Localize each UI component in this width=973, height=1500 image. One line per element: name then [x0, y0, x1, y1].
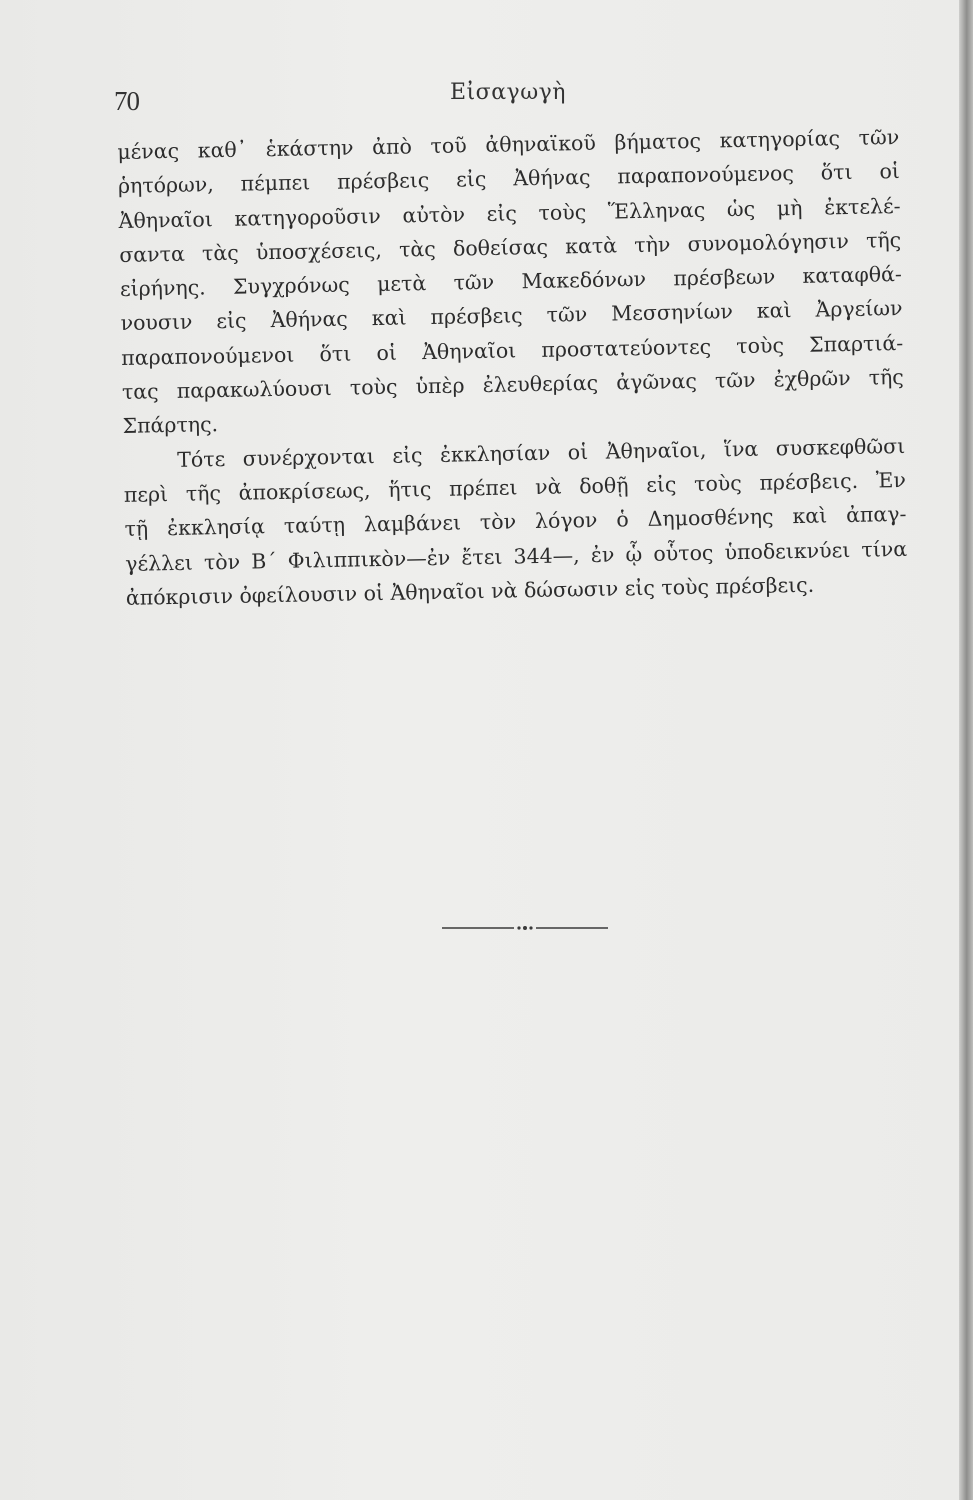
page-header: [110, 80, 910, 126]
page-number: 70: [114, 86, 139, 116]
text-line: μένας καθ᾽ ἑκάστην ἀπὸ τοῦ ἀθηναϊκοῦ βήματος κατηγορίας τῶν: [117, 124, 900, 164]
text-line: τῇ ἐκκλησίᾳ ταύτῃ λαμβάνει τὸν λόγον ὁ Δημοσθένης καὶ ἀπαγ-: [124, 502, 907, 542]
section-end-ornament: [440, 924, 610, 932]
text-line: περὶ τῆς ἀποκρίσεως, ἥτις πρέπει νὰ δοθῇ εἰς τοὺς πρέσβεις. Ἐν: [123, 467, 906, 507]
paragraph-start-line: Τότε συνέρχονται εἰς ἐκκλησίαν οἱ Ἀθηναῖοι, ἵνα συσκεφθῶσι: [177, 433, 906, 472]
text-line: σαντα τὰς ὑποσχέσεις, τὰς δοθείσας κατὰ τὴν συνομολόγησιν τῆς: [119, 227, 902, 267]
text-line: εἰρήνης. Συγχρόνως μετὰ τῶν Μακεδόνων πρέσβεων καταφθά-: [119, 262, 903, 302]
running-title: Εἰσαγωγὴ: [450, 80, 566, 105]
page-gutter-shadow: [959, 0, 973, 1500]
paragraph-end-line: ἀπόκρισιν ὀφείλουσιν οἱ Ἀθηναῖοι νὰ δώσωσιν εἰς τοὺς πρέσβεις.: [125, 572, 815, 610]
text-line: Ἀθηναῖοι κατηγοροῦσιν αὐτὸν εἰς τοὺς Ἕλληνας ὡς μὴ ἐκτελέ-: [118, 193, 901, 233]
text-line: νουσιν εἰς Ἀθήνας καὶ πρέσβεις τῶν Μεσσηνίων καὶ Ἀργείων: [120, 296, 903, 336]
text-line: τας παρακωλύουσι τοὺς ὑπὲρ ἐλευθερίας ἀγῶνας τῶν ἐχθρῶν τῆς: [121, 365, 905, 405]
paragraph-end-line: Σπάρτης.: [122, 412, 219, 439]
body-text: [117, 120, 916, 615]
text-line: ῥητόρων, πέμπει πρέσβεις εἰς Ἀθήνας παραπονούμενος ὅτι οἱ: [117, 159, 901, 199]
text-line: γέλλει τὸν Β΄ Φιλιππικὸν—ἐν ἔτει 344—, ἐν ᾧ οὗτος ὑποδεικνύει τίνα: [124, 536, 908, 576]
text-line: παραπονούμενοι ὅτι οἱ Ἀθηναῖοι προστατεύοντες τοὺς Σπαρτιά-: [121, 330, 904, 370]
